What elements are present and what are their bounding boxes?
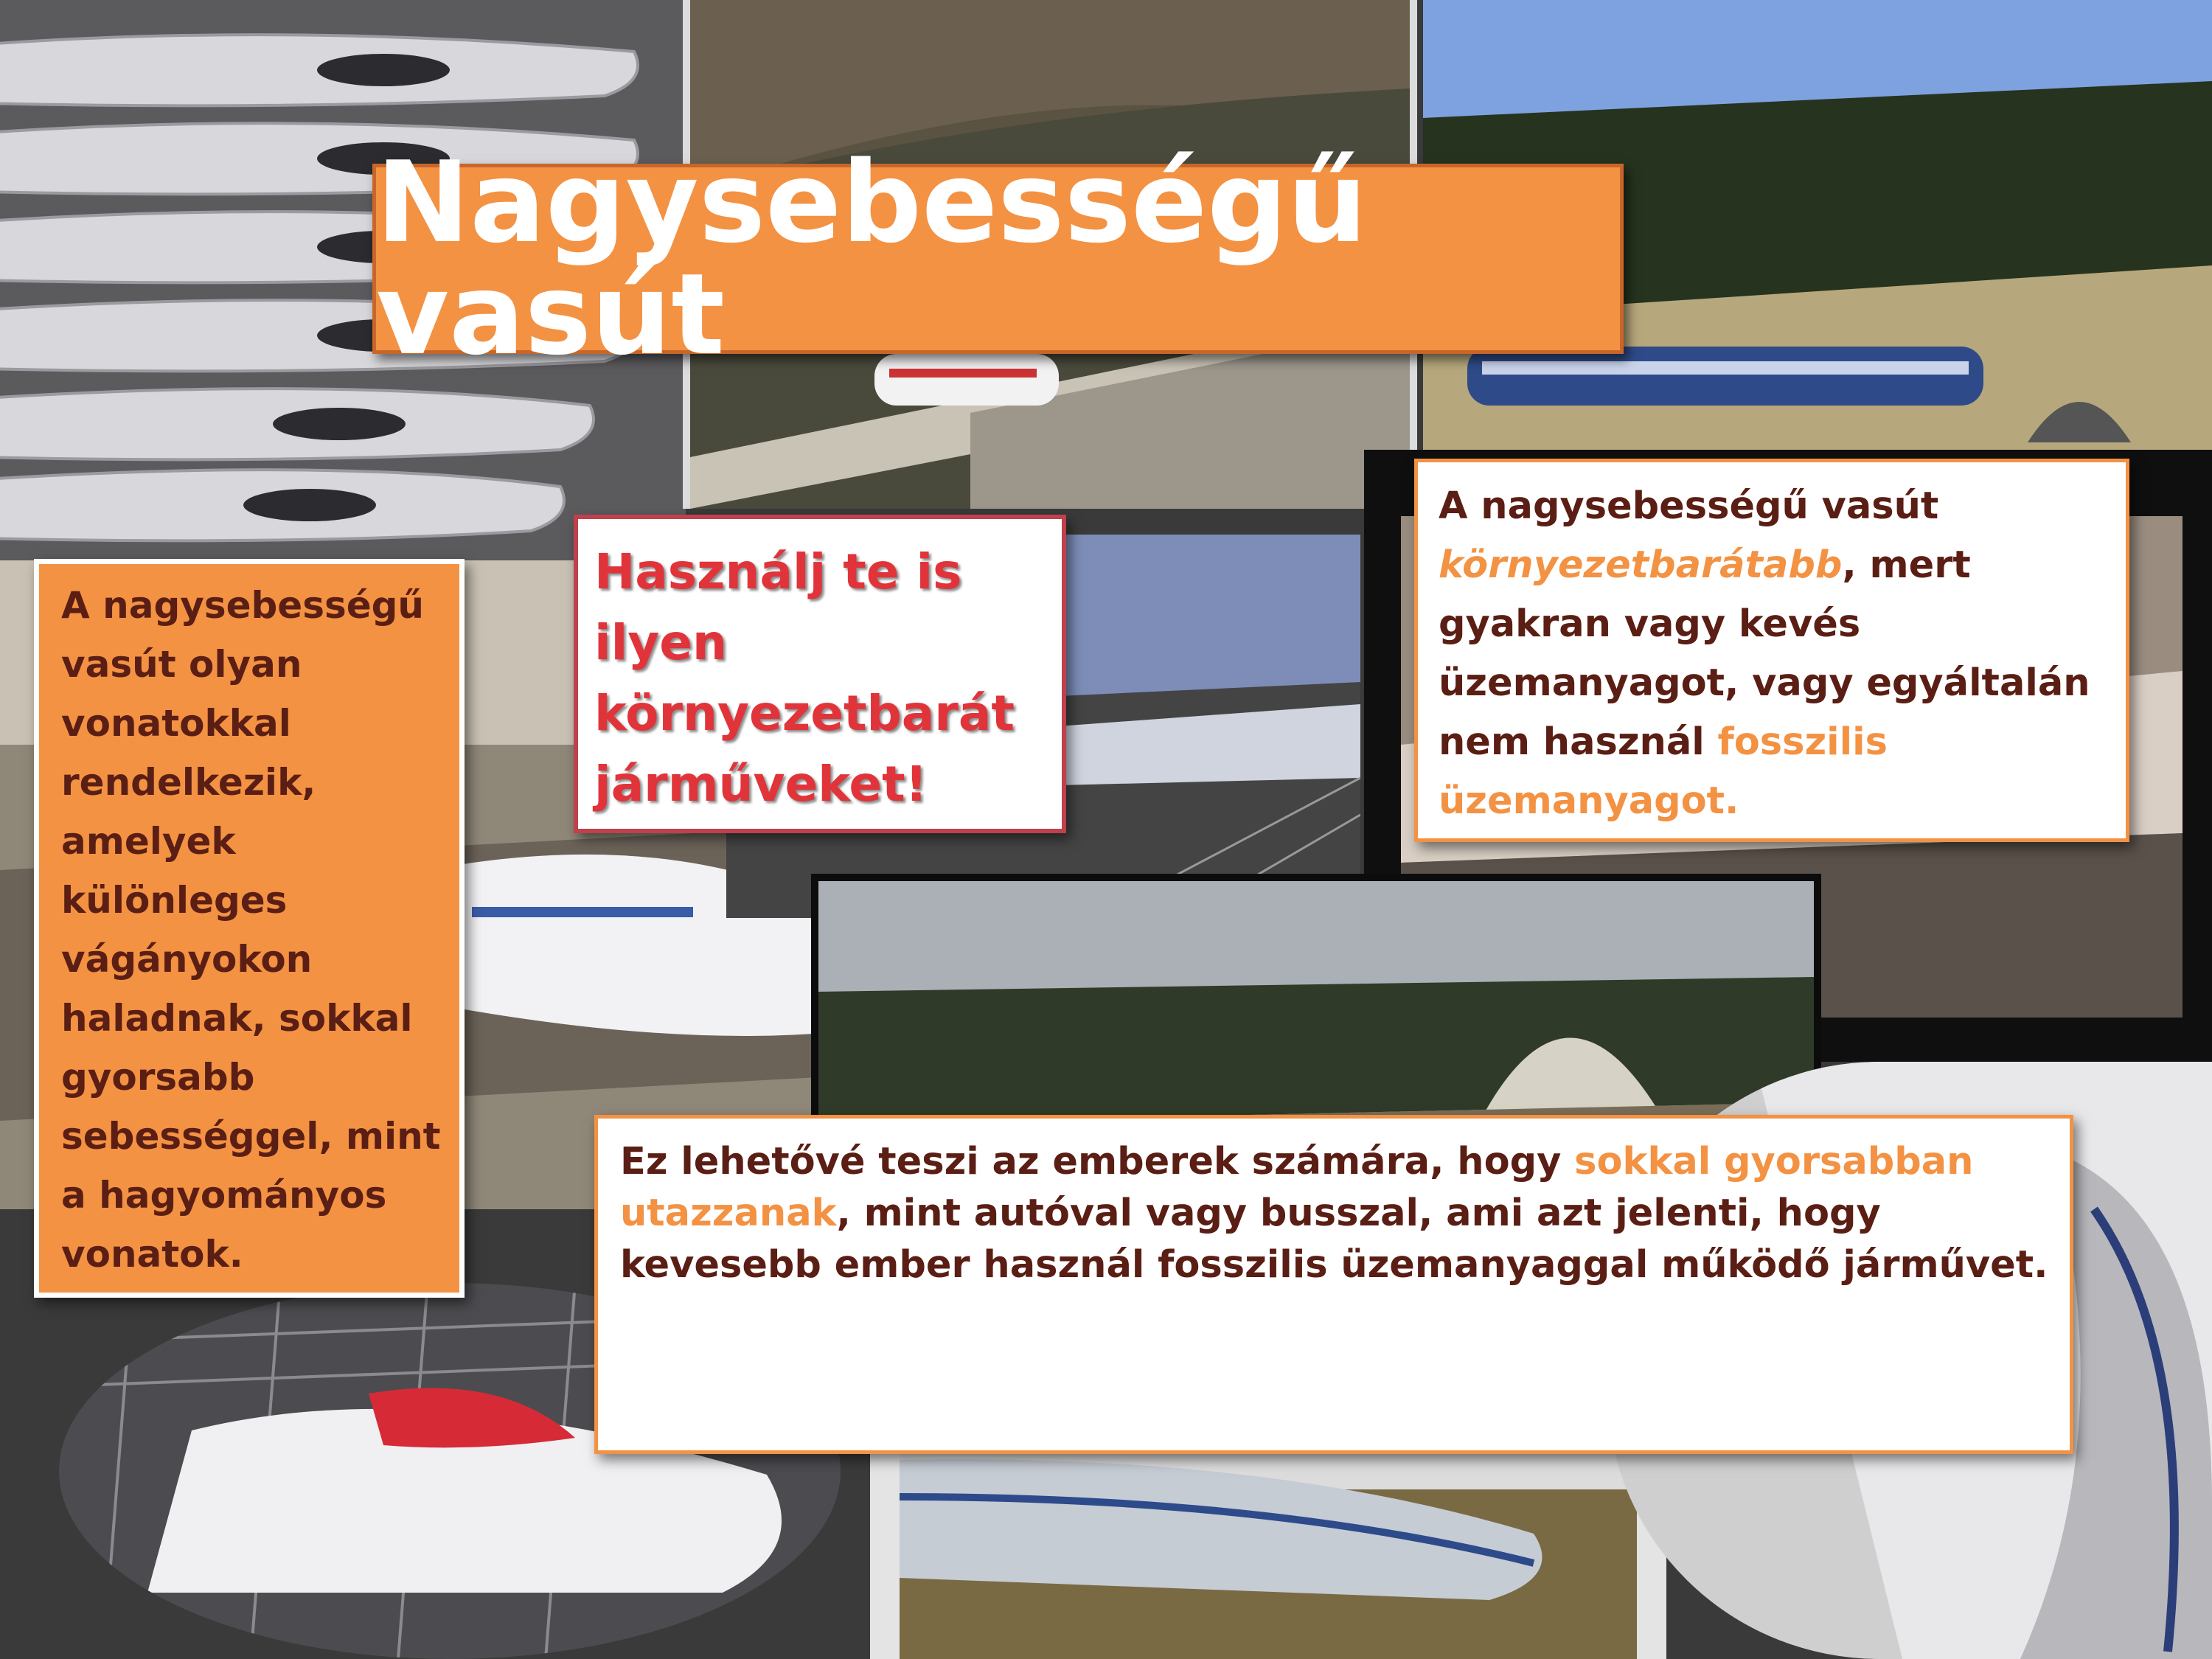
page-title: Nagysebességű vasút <box>376 137 1368 380</box>
title-banner <box>372 137 1624 380</box>
eco-text-highlight1: környezetbarátabb <box>1439 543 1843 587</box>
speed-benefit-text-box <box>594 1115 2073 1454</box>
speed-text-part2: , mint autóval vagy busszal, ami azt jelenti, hogy kevesebb ember használ fosszilis üzemanyaggal működő járművet. <box>620 1192 2048 1287</box>
call-to-action-box <box>574 515 1066 833</box>
intro-text: A nagysebességű vasút olyan vonatokkal rendelkezik, amelyek különleges vágányokon haladnak, sokkal gyorsabb sebességgel, mint a hagyományos vonatok. <box>61 584 441 1276</box>
eco-text-part2: , mert gyakran vagy kevés üzemanyagot, vagy egyáltalán nem használ <box>1439 543 2090 764</box>
eco-friendly-text-box <box>1414 459 2129 842</box>
eco-text-highlight2: fosszilis üzemanyagot. <box>1439 720 1888 823</box>
speed-text-highlight1: sokkal gyorsabban utazzanak <box>620 1140 1974 1235</box>
call-to-action-text: Használj te is ilyen környezetbarát járműveket! <box>594 543 1015 813</box>
speed-text-part1: Ez lehetővé teszi az emberek számára, hogy <box>620 1140 1575 1183</box>
intro-text-box <box>34 559 465 1298</box>
eco-text-part1: A nagysebességű vasút <box>1439 484 1939 528</box>
silver-train-yard-photo <box>870 1430 1666 1659</box>
